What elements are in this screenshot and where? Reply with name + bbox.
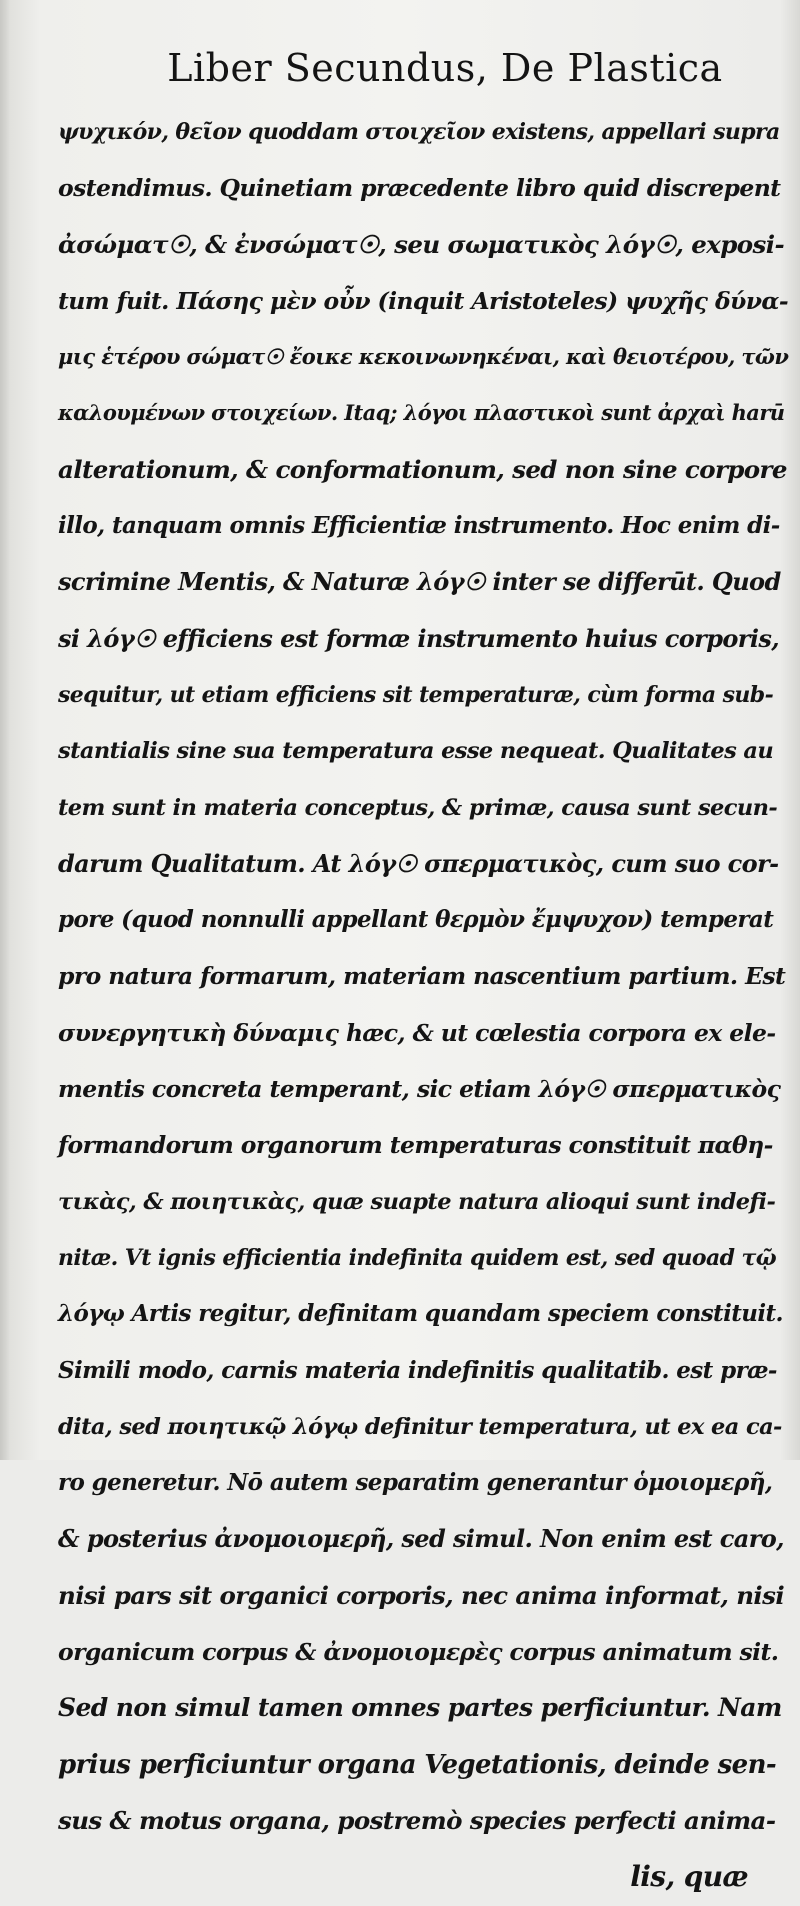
text-line: scrimine Mentis, & Naturæ λόγ☉ inter se differūt. Quod — [58, 567, 781, 597]
text-line: ostendimus. Quinetiam præcedente libro quid discrepent — [58, 174, 781, 203]
text-line: λόγῳ Artis regitur, definitam quandam speciem constituit. — [58, 1300, 783, 1328]
catchword-line: lis, quæ — [630, 1860, 748, 1894]
text-line: organicum corpus & ἀνομοιομερὲς corpus animatum sit. — [58, 1638, 779, 1667]
text-line: pro natura formarum, materiam nascentium partium. Est — [58, 962, 786, 991]
text-line: συνεργητικὴ δύναμις hæc, & ut cœlestia corpora ex ele- — [58, 1018, 776, 1047]
text-line: Simili modo, carnis materia indefinitis qualitatib. est præ- — [58, 1356, 777, 1384]
running-header: Liber Secundus, De Plastica — [167, 46, 723, 90]
body-text — [58, 104, 788, 1906]
text-line: mentis concreta temperant, sic etiam λόγ☉ σπερματικὸς — [58, 1075, 781, 1104]
text-line: & posterius ἀνομοιομερῆ, sed simul. Non enim est caro, — [58, 1524, 784, 1554]
text-line: Sed non simul tamen omnes partes perficiuntur. Nam — [58, 1693, 782, 1723]
text-line: stantialis sine sua temperatura esse nequeat. Qualitates au — [58, 738, 774, 765]
text-line: μις ἑτέρου σώματ☉ ἔοικε κεκοινωνηκέναι, καὶ θειοτέρου, τῶν — [58, 344, 789, 370]
text-line: si λόγ☉ efficiens est formæ instrumento huius corporis, — [58, 623, 780, 653]
text-line: ψυχικόν, θεῖον quoddam στοιχεῖον existens, appellari supra — [58, 119, 780, 145]
text-line: nitæ. Vt ignis efficientia indefinita quidem est, sed quoad τῷ — [58, 1244, 777, 1271]
text-line: sequitur, ut etiam efficiens sit temperaturæ, cùm forma sub- — [58, 681, 774, 708]
text-line: tem sunt in materia conceptus, & primæ, causa sunt secun- — [58, 794, 778, 821]
text-line: prius perficiuntur organa Vegetationis, deinde sen- — [58, 1749, 777, 1780]
text-line: dita, sed ποιητικῷ λόγῳ definitur temperatura, ut ex ea ca- — [58, 1413, 782, 1440]
text-line: pore (quod nonnulli appellant θερμὸν ἔμψυχον) temperat — [58, 906, 774, 934]
text-line: ἀσώματ☉, & ἐνσώματ☉, seu σωματικὸς λόγ☉, exposi- — [58, 229, 785, 259]
text-line: tum fuit. Πάσης μὲν οὖν (inquit Aristoteles) ψυχῆς δύνα- — [58, 286, 789, 315]
text-line: nisi pars sit organici corporis, nec anima informat, nisi — [58, 1580, 785, 1610]
text-line: καλουμένων στοιχείων. Itaq; λόγοι πλαστικοὶ sunt ἀρχαὶ harū — [58, 400, 785, 426]
text-line: illo, tanquam omnis Efficientiæ instrumento. Hoc enim di- — [58, 512, 780, 540]
text-line: alterationum, & conformationum, sed non sine corpore — [58, 454, 787, 484]
page-gutter-shadow — [0, 0, 10, 1460]
text-line: τικὰς, & ποιητικὰς, quæ suapte natura alioqui sunt indefi- — [58, 1188, 776, 1215]
text-line: sus & motus organa, postremò species perfecti anima- — [58, 1805, 776, 1835]
text-line: darum Qualitatum. At λόγ☉ σπερματικὸς, cum suo cor- — [58, 848, 779, 878]
text-line: formandorum organorum temperaturas constituit παθη- — [58, 1131, 773, 1160]
text-line: ro generetur. Nō autem separatim generantur ὁμοιομερῆ, — [58, 1469, 773, 1497]
